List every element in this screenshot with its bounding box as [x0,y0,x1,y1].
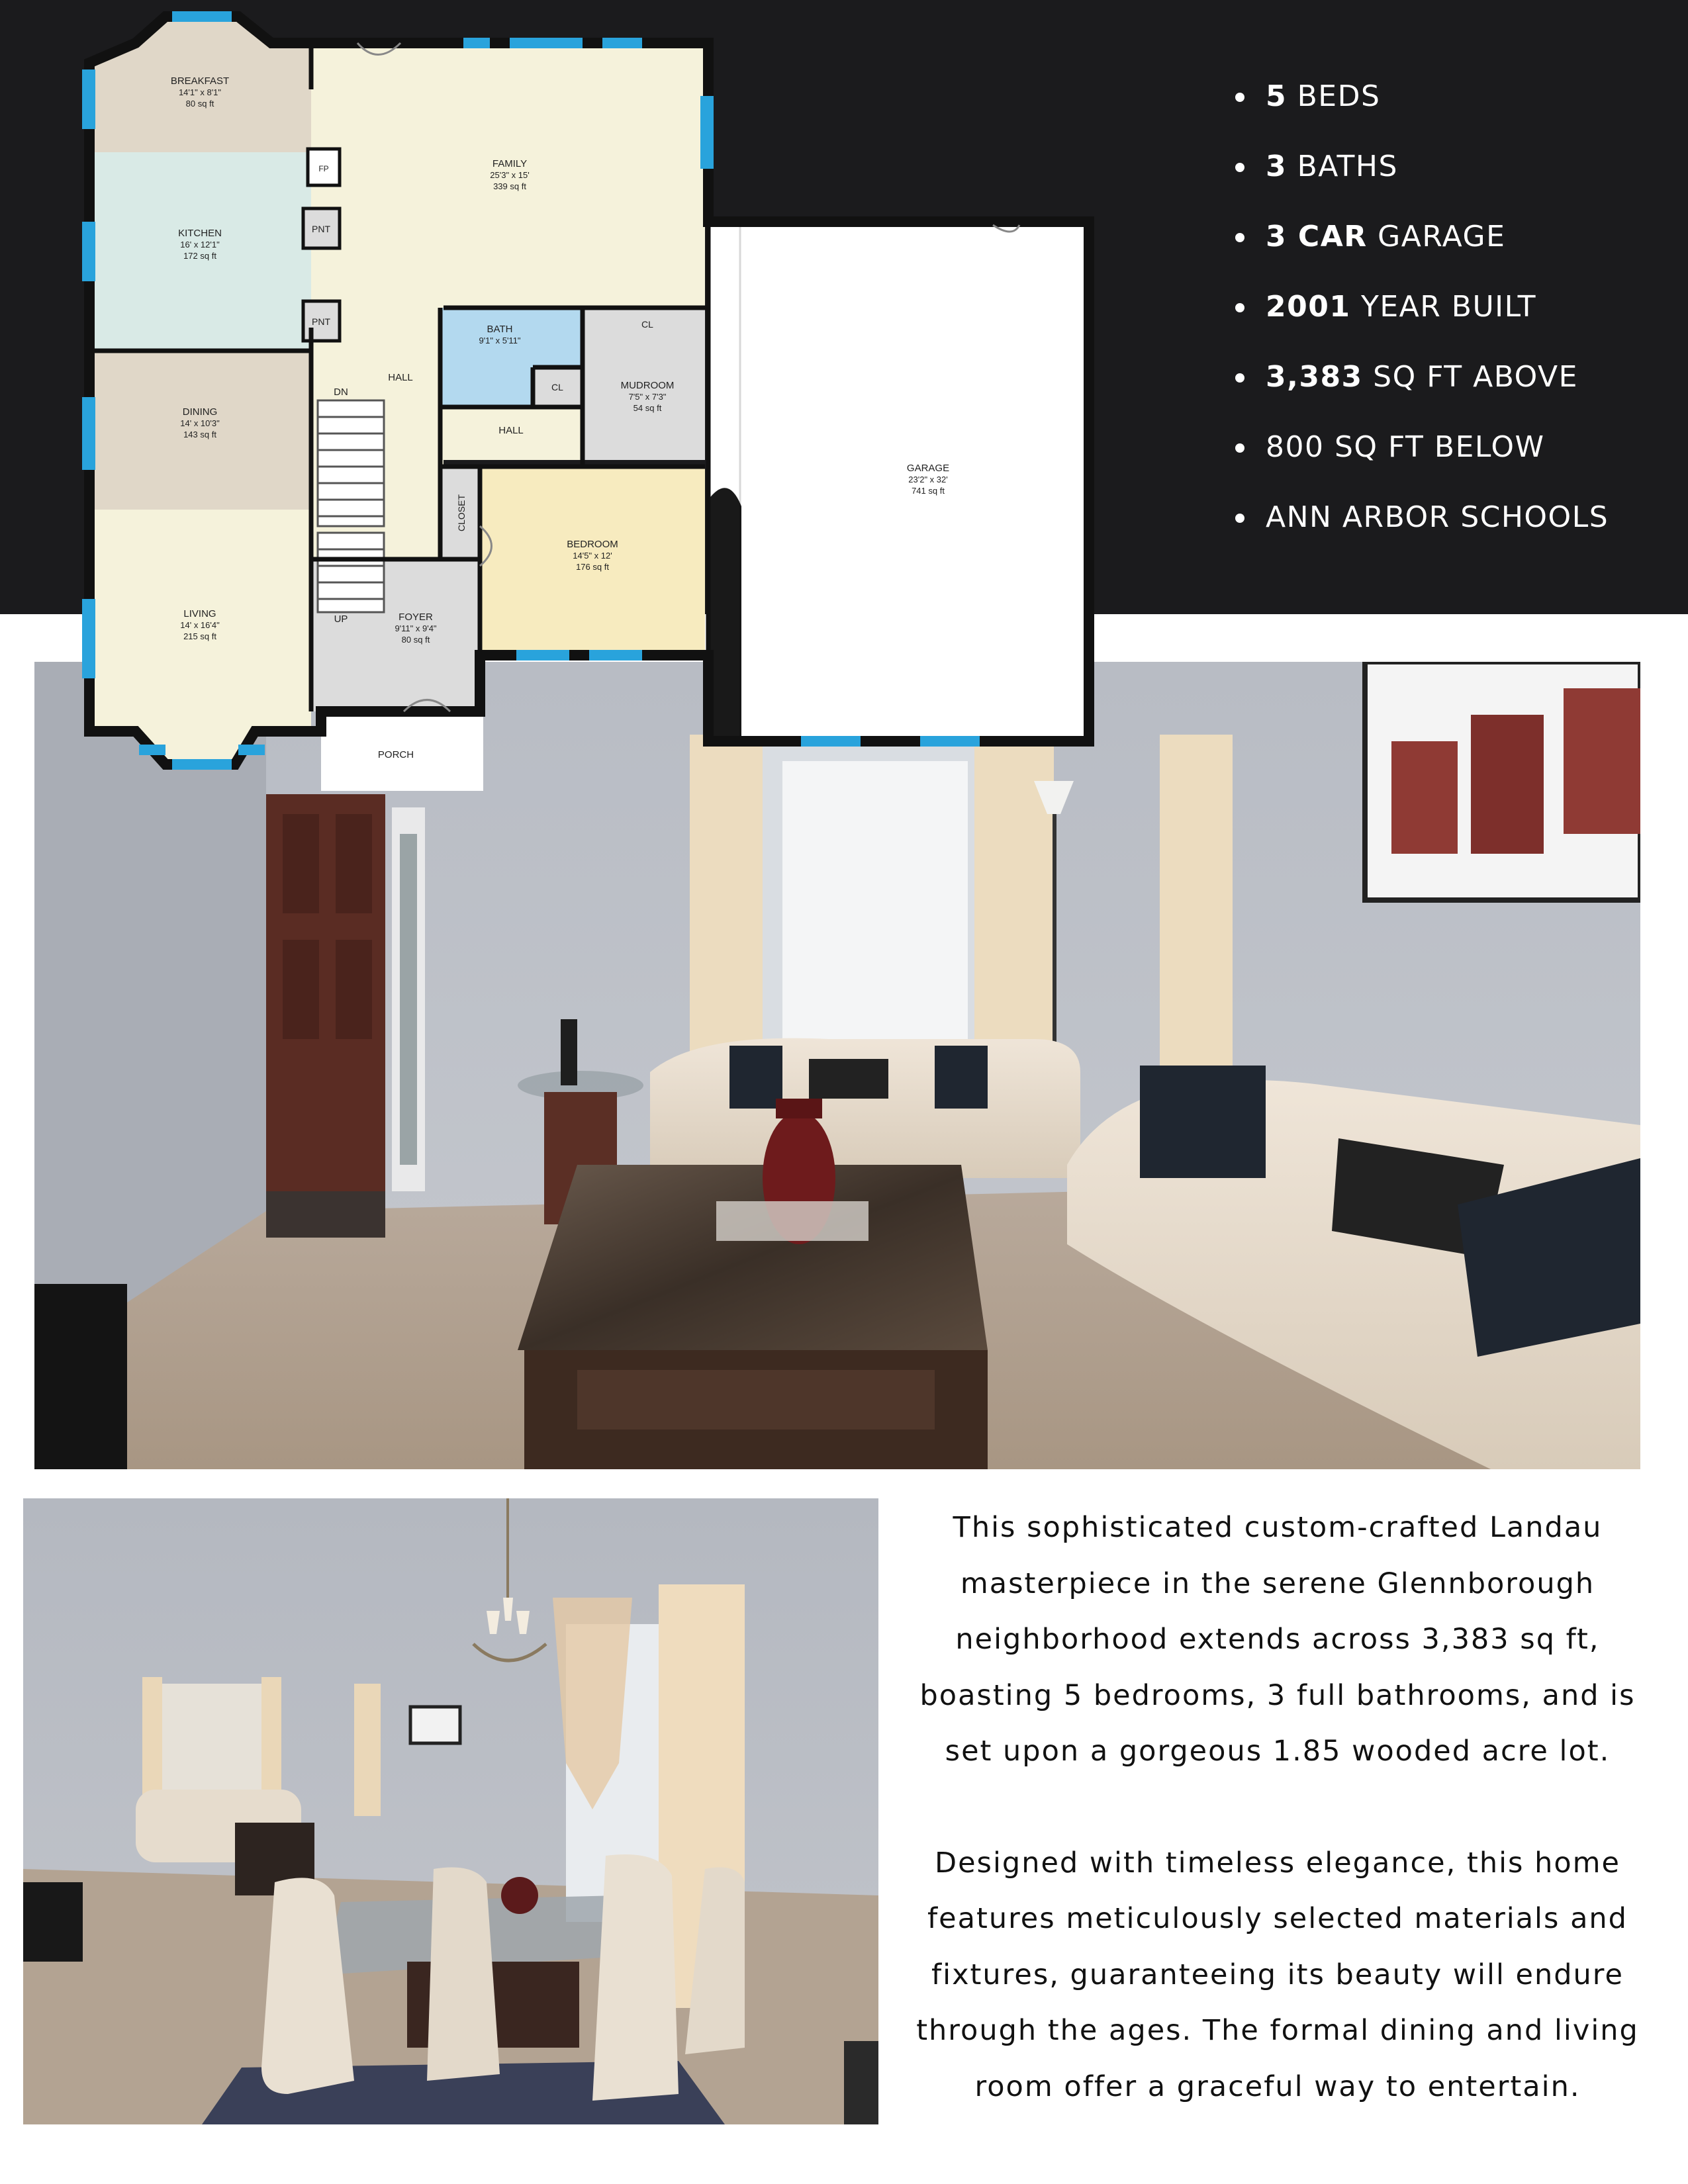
bath-name: BATH [487,324,513,335]
svg-text:9'11" x 9'4": 9'11" x 9'4" [395,623,437,633]
svg-text:339 sq ft: 339 sq ft [493,181,526,191]
svg-text:172 sq ft: 172 sq ft [183,251,216,261]
svg-text:16' x 12'1": 16' x 12'1" [180,240,220,250]
description-paragraph-1: This sophisticated custom-crafted Landau masterpiece in the serene Glennborough neighborhood extends across 3,383 sq ft, boasting 5 bedrooms, 3 full bathrooms, and is set upon a gorgeous 1.85 wooded acre lot. [919,1511,1636,1768]
feature-list [1231,71,1609,563]
svg-text:9'1" x 5'11": 9'1" x 5'11" [479,336,521,345]
cl-label-2: CL [551,382,563,392]
svg-text:143 sq ft: 143 sq ft [183,430,216,439]
family-room [311,43,705,347]
feature-schools: ANN ARBOR SCHOOLS [1231,492,1609,563]
pnt-label-1: PNT [312,224,330,234]
hall-label-1: HALL [388,372,413,383]
property-description [907,1500,1648,2115]
feature-sqft-above: 3,383 SQ FT ABOVE [1231,352,1609,422]
garage-room [708,225,1086,741]
svg-text:80 sq ft: 80 sq ft [185,99,214,109]
svg-text:7'5" x 7'3": 7'5" x 7'3" [628,392,667,402]
svg-text:23'2" x 32': 23'2" x 32' [908,475,948,484]
floor-plan [73,10,1099,791]
living-name: LIVING [183,608,216,619]
kitchen-name: KITCHEN [178,228,222,239]
fp-label: FP [318,164,329,173]
closet-label: CLOSET [456,494,467,532]
bedroom-name: BEDROOM [567,539,618,550]
dining-name: DINING [182,406,218,418]
svg-text:741 sq ft: 741 sq ft [912,486,945,496]
svg-text:14' x 10'3": 14' x 10'3" [180,418,220,428]
porch-label: PORCH [377,749,414,760]
svg-text:215 sq ft: 215 sq ft [183,631,216,641]
foyer-name: FOYER [399,612,433,623]
svg-text:176 sq ft: 176 sq ft [576,562,609,572]
mudroom-name: MUDROOM [620,380,675,391]
family-name: FAMILY [492,158,528,169]
up-label: UP [334,614,348,625]
feature-baths: 3 BATHS [1231,142,1609,212]
svg-text:14' x 16'4": 14' x 16'4" [180,620,220,630]
cl-label-1: CL [641,319,653,330]
svg-text:14'1" x 8'1": 14'1" x 8'1" [178,87,222,97]
description-paragraph-2: Designed with timeless elegance, this home features meticulously selected materials and fixtures, guaranteeing its beauty will endure through the ages. The formal dining and living room offer a graceful way to entertain. [916,1846,1639,2103]
svg-text:14'5" x 12': 14'5" x 12' [573,551,612,561]
dining-room-photo [23,1498,878,2124]
svg-text:25'3" x 15': 25'3" x 15' [490,170,530,180]
stairs [318,400,384,612]
garage-name: GARAGE [906,463,950,474]
svg-text:80 sq ft: 80 sq ft [401,635,430,645]
feature-sqft-below: 800 SQ FT BELOW [1231,422,1609,492]
dn-label: DN [334,387,348,398]
hall-label-2: HALL [498,425,524,436]
svg-text:54 sq ft: 54 sq ft [633,403,662,413]
feature-garage: 3 CAR GARAGE [1231,212,1609,282]
pnt-label-2: PNT [312,316,330,327]
feature-year-built: 2001 YEAR BUILT [1231,282,1609,352]
breakfast-name: BREAKFAST [170,75,230,87]
feature-beds: 5 BEDS [1231,71,1609,142]
